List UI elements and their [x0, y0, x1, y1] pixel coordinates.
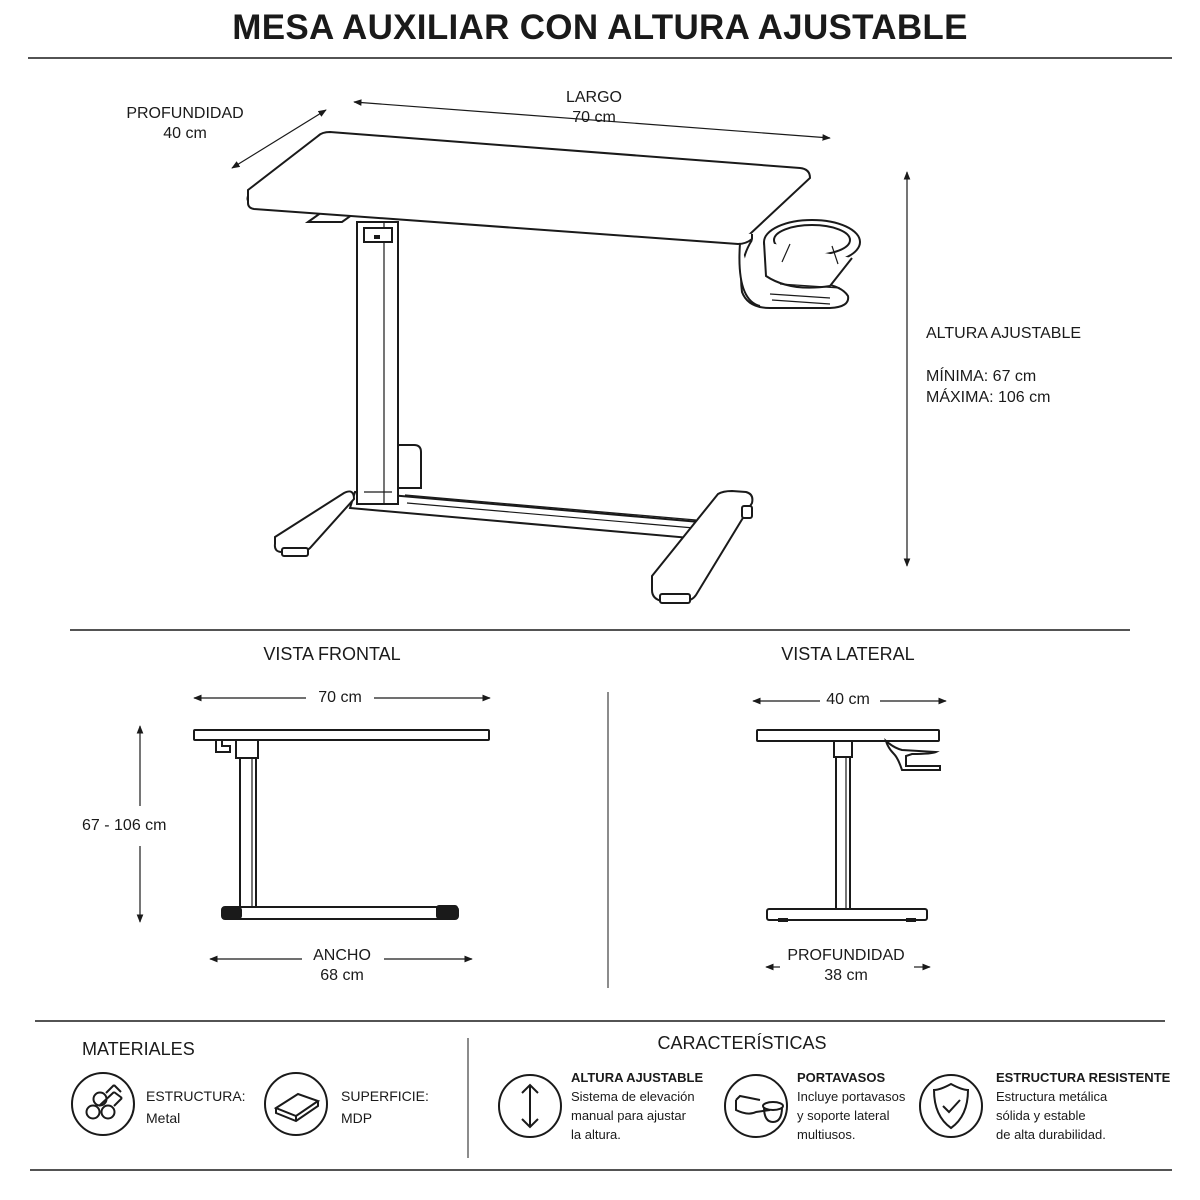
- iso-height-max: MÁXIMA: 106 cm: [926, 389, 1051, 406]
- front-column: [240, 758, 256, 910]
- feature-structure: [996, 1070, 1186, 1144]
- front-base-bar: [222, 907, 458, 919]
- base-foot-right: [652, 491, 752, 601]
- material-surface-value: MDP: [341, 1110, 373, 1126]
- material-surface: [341, 1085, 429, 1129]
- iso-height-title: ALTURA AJUSTABLE: [926, 325, 1082, 342]
- features-heading: CARACTERÍSTICAS: [657, 1033, 827, 1053]
- iso-length-title: LARGO: [565, 89, 622, 106]
- front-base-title: ANCHO: [313, 947, 371, 964]
- material-surface-label: SUPERFICIE:: [341, 1088, 429, 1104]
- iso-depth-title: PROFUNDIDAD: [126, 105, 244, 122]
- feature-height-title: ALTURA AJUSTABLE: [571, 1070, 704, 1085]
- feature-structure-line2: sólida y estable: [996, 1108, 1086, 1123]
- feature-cupholder-line3: multiusos.: [797, 1127, 856, 1142]
- side-base-value: 38 cm: [824, 967, 868, 984]
- feature-height-line1: Sistema de elevación: [571, 1089, 695, 1104]
- tubes-icon: [72, 1073, 134, 1135]
- page-title: MESA AUXILIAR CON ALTURA AJUSTABLE: [232, 8, 968, 47]
- side-column: [836, 757, 850, 909]
- iso-length-label: [534, 88, 654, 128]
- side-cup-holder: [886, 741, 940, 770]
- feature-cupholder-line1: Incluye portavasos: [797, 1089, 906, 1104]
- front-base-label: [292, 946, 392, 986]
- materials-heading: MATERIALES: [82, 1039, 195, 1059]
- base-crossbar: [350, 492, 700, 538]
- side-base-bar: [767, 909, 927, 920]
- column-outer: [357, 222, 398, 504]
- feature-structure-title: ESTRUCTURA RESISTENTE: [996, 1070, 1171, 1085]
- material-structure-value: Metal: [146, 1110, 181, 1126]
- vertical-arrows-icon: [499, 1075, 561, 1137]
- side-table-top: [757, 730, 939, 741]
- iso-height-block: [926, 323, 1166, 408]
- front-lever: [216, 740, 230, 752]
- feature-cupholder: [797, 1070, 937, 1144]
- front-top-width: 70 cm: [318, 689, 362, 706]
- feature-height: [571, 1070, 721, 1144]
- cup-holder-icon: [725, 1075, 787, 1137]
- side-base-title: PROFUNDIDAD: [787, 947, 905, 964]
- iso-height-min: MÍNIMA: 67 cm: [926, 368, 1037, 385]
- side-top-depth: 40 cm: [826, 691, 870, 708]
- front-table-top: [194, 730, 489, 740]
- feature-cupholder-title: PORTAVASOS: [797, 1070, 886, 1085]
- feature-height-line3: la altura.: [571, 1127, 621, 1142]
- front-height-range: 67 - 106 cm: [82, 817, 167, 834]
- board-icon: [265, 1073, 327, 1135]
- iso-depth-label: [110, 104, 260, 144]
- material-structure-label: ESTRUCTURA:: [146, 1088, 246, 1104]
- iso-length-value: 70 cm: [572, 109, 616, 126]
- front-base-value: 68 cm: [320, 967, 364, 984]
- side-view-heading: VISTA LATERAL: [781, 644, 915, 664]
- side-base-label: [776, 946, 916, 986]
- material-structure: [146, 1085, 246, 1129]
- front-view-heading: VISTA FRONTAL: [263, 644, 401, 664]
- feature-structure-line1: Estructura metálica: [996, 1089, 1108, 1104]
- iso-depth-value: 40 cm: [163, 125, 207, 142]
- base-foot-left: [275, 491, 354, 552]
- feature-structure-line3: de alta durabilidad.: [996, 1127, 1106, 1142]
- feature-height-line2: manual para ajustar: [571, 1108, 686, 1123]
- feature-cupholder-line2: y soporte lateral: [797, 1108, 890, 1123]
- cup-holder: [739, 220, 860, 308]
- side-view-drawing: [753, 701, 946, 967]
- isometric-table: [232, 102, 907, 603]
